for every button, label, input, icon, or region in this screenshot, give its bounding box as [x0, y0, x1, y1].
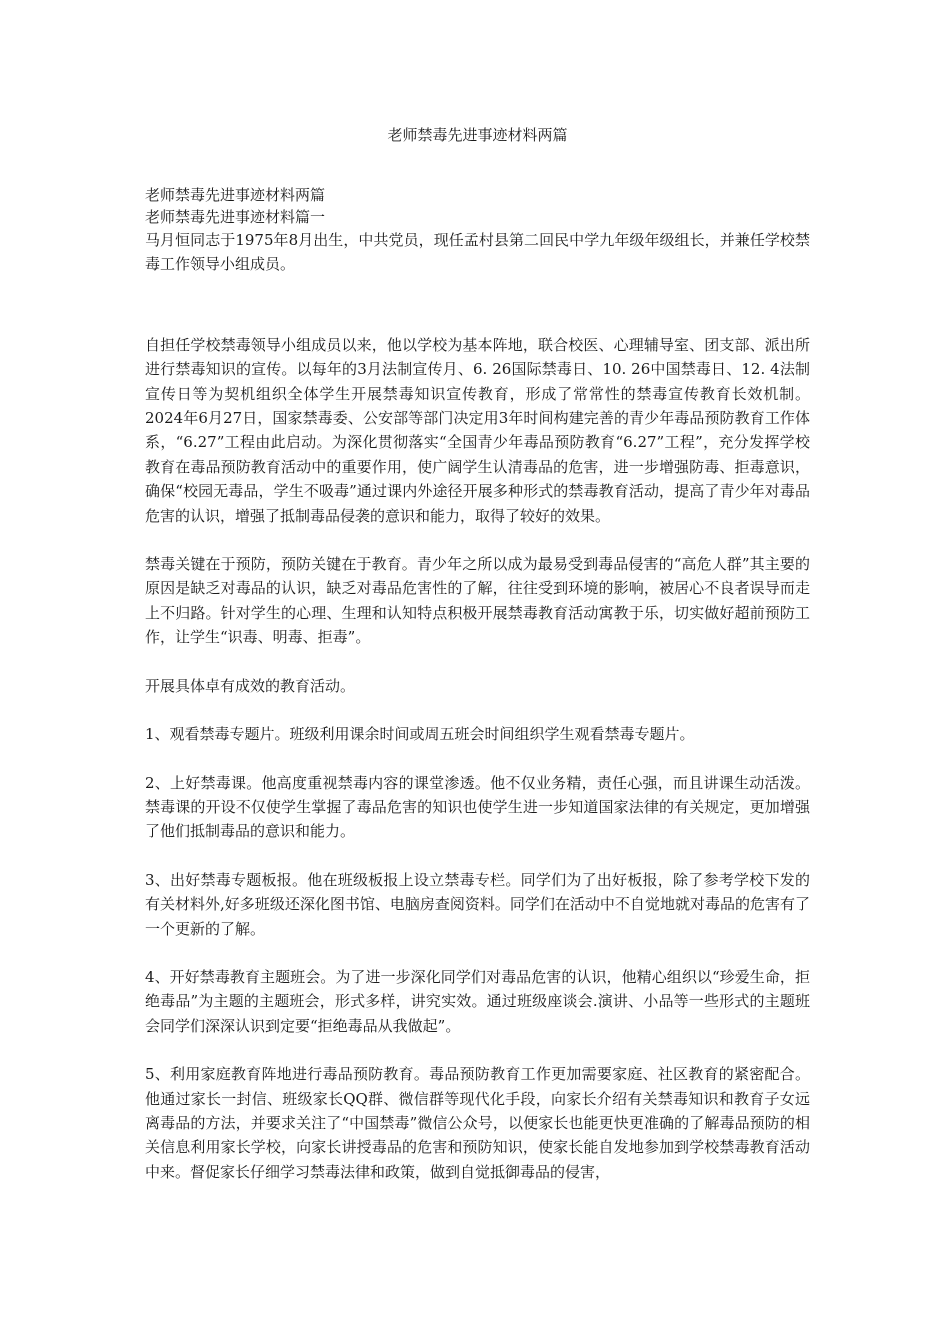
spacer [145, 1038, 810, 1062]
list-item-film: 1、观看禁毒专题片。班级利用课余时间或周五班会时间组织学生观看禁毒专题片。 [145, 725, 695, 744]
spacer [145, 528, 810, 552]
spacer [145, 277, 810, 333]
paragraph-propaganda: 自担任学校禁毒领导小组成员以来，他以学校为基本阵地，联合校医、心理辅导室、团支部、派出所进行禁毒知识的宣传。以每年的3月法制宣传月、6. 26国际禁毒日、10. 26中国禁毒日、12. 4法制宣传日等为契机组织全体学生开展禁毒知识宣传教育，形成了常常性的禁毒宣传教育长效机制。2024年6月27日，国家禁毒委、公安部等部门决定用3年时间构建完善的青少年毒品预防教育工作体系，“6.27”工程由此启动。为深化贯彻落实“全国青少年毒品预防教育“6.27”工程”，充分发挥学校教育在毒品预防教育活动中的重要作用，使广阔学生认清毒品的危害，进一步增强防毒、拒毒意识，确保“校园无毒品，学生不吸毒”通过课内外途径开展多种形式的禁毒教育活动，提高了青少年对毒品危害的认识，增强了抵制毒品侵袭的意识和能力，取得了较好的效果。 [145, 335, 810, 525]
document-page [145, 124, 810, 1184]
list-item-family: 5、利用家庭教育阵地进行毒品预防教育。毒品预防教育工作更加需要家庭、社区教育的紧密配合。他通过家长一封信、班级家长QQ群、微信群等现代化手段，向家长介绍有关禁毒知识和教育子女远离毒品的方法，并要求关注了“中国禁毒”微信公众号，以便家长也能更快更准确的了解毒品预防的相关信息利用家长学校，向家长讲授毒品的危害和预防知识，使家长能自发地参加到学校禁毒教育活动中来。督促家长仔细学习禁毒法律和政策，做到自觉抵御毒品的侵害， [145, 1065, 810, 1181]
spacer [145, 941, 810, 965]
heading-part-one: 老师禁毒先进事迹材料篇一 [145, 208, 326, 226]
heading-main: 老师禁毒先进事迹材料两篇 [145, 186, 326, 204]
paragraph-prevention: 禁毒关键在于预防，预防关键在于教育。青少年之所以成为最易受到毒品侵害的“高危人群”其主要的原因是缺乏对毒品的认识，缺乏对毒品危害性的了解，往往受到环境的影响，被居心不良者误导而走上不归路。针对学生的心理、生理和认知特点积极开展禁毒教育活动寓教于乐，切实做好超前预防工作，让学生“识毒、明毒、拒毒”。 [145, 555, 810, 647]
spacer [145, 747, 810, 771]
list-item-class: 2、上好禁毒课。他高度重视禁毒内容的课堂渗透。他不仅业务精，责任心强，而且讲课生动活泼。禁毒课的开设不仅使学生掌握了毒品危害的知识也使学生进一步知道国家法律的有关规定，更加增强了他们抵制毒品的意识和能力。 [145, 773, 810, 841]
intro-paragraph: 马月恒同志于1975年8月出生，中共党员，现任孟村县第二回民中学九年级年级组长，并兼任学校禁毒工作领导小组成员。 [145, 231, 810, 274]
spacer [145, 698, 810, 722]
document-title: 老师禁毒先进事迹材料两篇 [387, 126, 568, 144]
spacer [145, 844, 810, 868]
list-item-board: 3、出好禁毒专题板报。他在班级板报上设立禁毒专栏。同学们为了出好板报，除了参考学校下发的有关材料外,好多班级还深化图书馆、电脑房查阅资料。同学们在活动中不自觉地就对毒品的危害有了一个更新的了解。 [145, 870, 810, 938]
paragraph-activities-intro: 开展具体卓有成效的教育活动。 [145, 676, 356, 695]
list-item-meeting: 4、开好禁毒教育主题班会。为了进一步深化同学们对毒品危害的认识，他精心组织以“珍爱生命，拒绝毒品”为主题的主题班会，形式多样，讲究实效。通过班级座谈会.演讲、小品等一些形式的主题班会同学们深深认识到定要“拒绝毒品从我做起”。 [145, 967, 810, 1035]
spacer [145, 650, 810, 674]
